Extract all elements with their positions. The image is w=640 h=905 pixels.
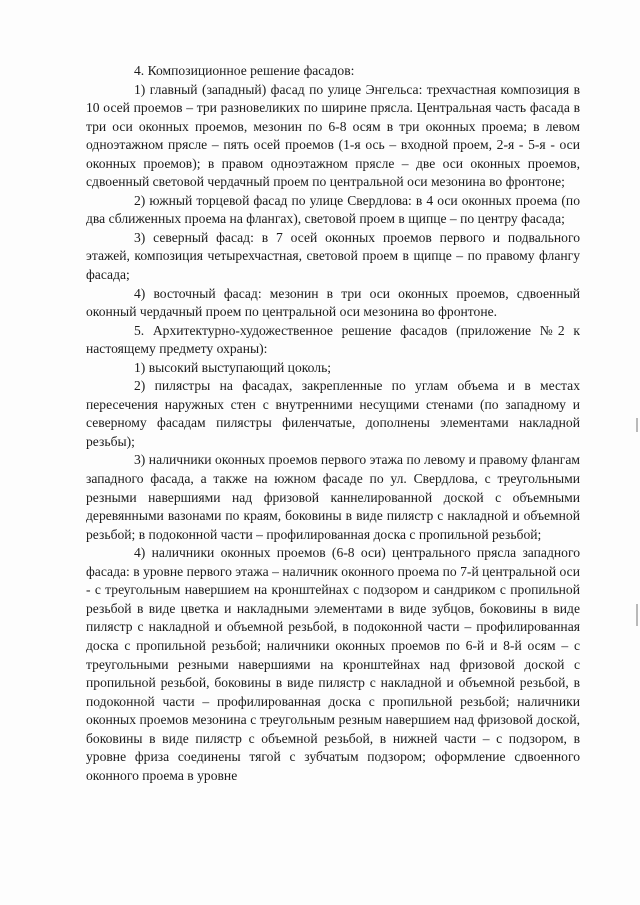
paragraph-south-facade: 2) южный торцевой фасад по улице Свердлова: в 4 оси оконных проема (по два сближенных проема на флангах), световой проем в щипце – по центру фасада; bbox=[86, 192, 580, 227]
document-body bbox=[86, 62, 580, 785]
section-heading-facade-composition: 4. Композиционное решение фасадов: bbox=[134, 63, 355, 78]
scan-edge-mark bbox=[636, 604, 638, 626]
paragraph-window-frames-first-floor: 3) наличники оконных проемов первого этажа по левому и правому флангам западного фасада, а также на южном фасаде по ул. Свердлова, с треугольными резными навершиями над фризовой каннелированной доской с объемными деревянными вазонами по краям, боковины в виде пилястр с накладной и объемной резьбой; в подоконной части – профилированная доска с пропильной резьбой; bbox=[86, 452, 580, 542]
paragraph-north-facade: 3) северный фасад: в 7 осей оконных проемов первого и подвального этажей, композиция четырехчастная, световой проем в щипце – по правому флангу фасада; bbox=[86, 229, 580, 283]
paragraph-window-frames-central-bay: 4) наличники оконных проемов (6-8 оси) центрального прясла западного фасада: в уровне первого этажа – наличник оконного проема по 7-й центральной оси - с треугольным навершием на кронштейнах с подзором и сандриком с пропильной резьбой в виде цветка и накладными элементами в виде зубцов, боковины в виде пилястр с накладной и объемной резьбой, в подоконной части – профилированная доска с пропильной резьбой; наличники оконных проемов по 6-й и 8-й осям – с треугольными резными навершиями на кронштейнах над фризовой доской с пропильной резьбой, боковины в виде пилястр с накладной и объемной резьбой, в подоконной части – профилированная доска с пропильной резьбой; наличники оконных проемов мезонина с треугольным резным навершием над фризовой доской, боковины в виде пилястр с объемной резьбой, в нижней части – с подзором, в уровне фриза соединены тягой с зубчатым подзором; оформление сдвоенного оконного проема в уровне bbox=[86, 545, 580, 783]
paragraph-west-facade: 1) главный (западный) фасад по улице Энгельса: трехчастная композиция в 10 осей проемов – три разновеликих по ширине прясла. Центральная часть фасада в три оси оконных проемов, мезонин по 6-8 осям в три оконных проема; в левом одноэтажном прясле – пять осей проемов (1-я ось – входной проем, 2-я - 5-я - оси оконных проемов); в правом одноэтажном прясле – две оси оконных проемов, сдвоенный световой чердачный проем по центральной оси мезонина во фронтоне; bbox=[86, 81, 580, 190]
section-heading-facade-decoration: 5. Архитектурно-художественное решение фасадов (приложение №2 к настоящему предмету охраны): bbox=[86, 322, 580, 357]
paragraph-plinth: 1) высокий выступающий цоколь; bbox=[134, 359, 332, 375]
paragraph-east-facade: 4) восточный фасад: мезонин в три оси оконных проемов, сдвоенный оконный чердачный проем по центральной оси мезонина во фронтоне. bbox=[86, 285, 580, 320]
paragraph-pilasters: 2) пилястры на фасадах, закрепленные по углам объема и в местах пересечения наружных стен с внутренними несущими стенами (по западному и северному фасадам пилястры филенчатые, дополнены элементами накладной резьбы); bbox=[86, 378, 580, 449]
scan-edge-mark bbox=[636, 418, 638, 432]
